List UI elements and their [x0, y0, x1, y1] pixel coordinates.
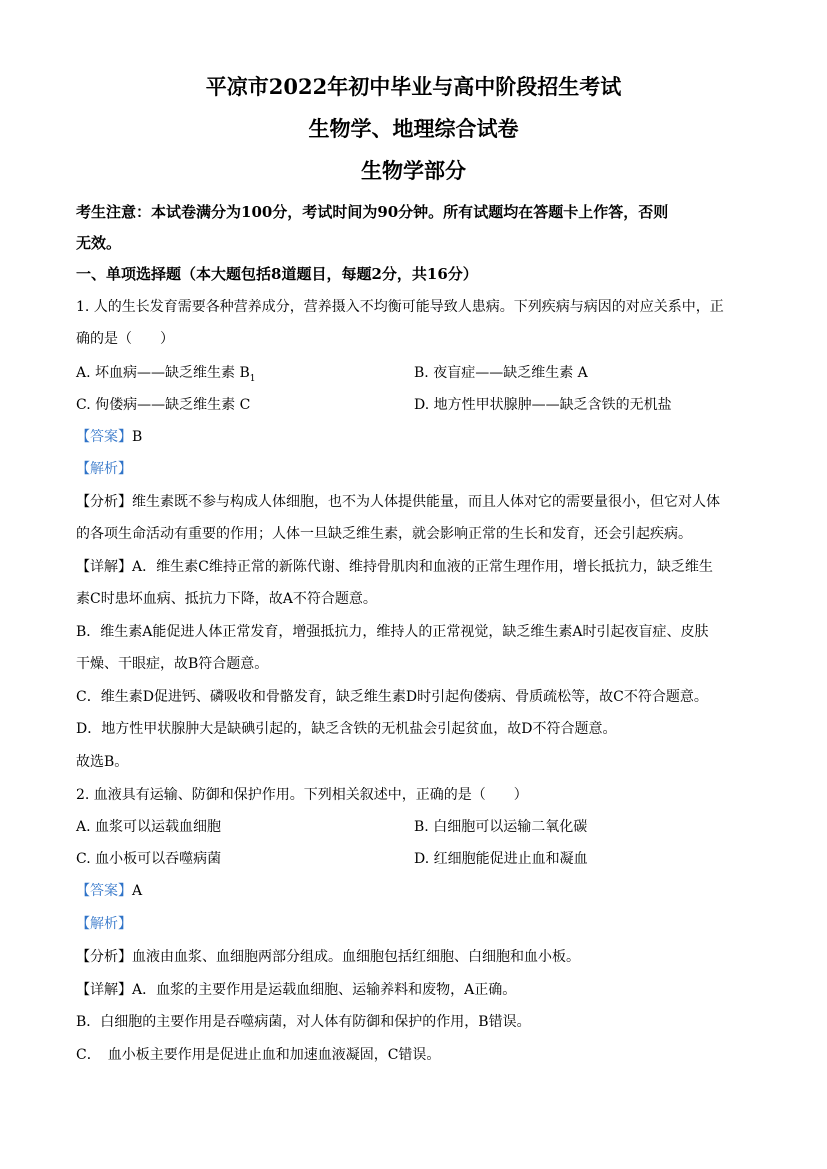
q2-fenxi-line: [76, 948, 756, 966]
q2-option-c: C. 血小板可以吞噬病菌: [76, 851, 222, 867]
q2-option-b: B. 白细胞可以运输二氧化碳: [414, 819, 588, 835]
q1-xiangjie-line-4: 干燥、干眼症，故B符合题意。: [76, 656, 269, 672]
q1-option-c: C. 佝偻病——缺乏维生素 C: [76, 397, 251, 413]
q2-fenxi-text: 血液由血浆、血细胞两部分组成。血细胞包括红细胞、白细胞和血小板。: [132, 949, 580, 965]
q1-xiangjie-line-3: B．维生素A能促进人体正常发育，增强抵抗力，维持人的正常视觉，缺乏维生素A时引起夜盲症、皮肤: [76, 624, 709, 640]
q1-xiangjie-line-2: 素C时患坏血病、抵抗力下降，故A不符合题意。: [76, 591, 377, 607]
q1-conclusion: 故选B。: [76, 754, 129, 770]
q2-stem: 2. 血液具有运输、防御和保护作用。下列相关叙述中，正确的是（ ）: [76, 787, 528, 803]
q2-xiangjie-line-2: B．白细胞的主要作用是吞噬病菌，对人体有防御和保护的作用，B错误。: [76, 1014, 531, 1030]
part-title: 生物学部分: [361, 158, 466, 183]
notice-line-1: 考生注意：本试卷满分为100分，考试时间为90分钟。所有试题均在答题卡上作答，否则: [76, 203, 669, 221]
q1-analysis-tag: 【解析】: [76, 461, 132, 477]
q1-option-b: B. 夜盲症——缺乏维生素 A: [414, 365, 588, 381]
q1-xiangjie-line-5: C．维生素D促进钙、磷吸收和骨骼发育，缺乏维生素D时引起佝偻病、骨质疏松等，故C不符合题意。: [76, 689, 708, 705]
q1-option-a: [76, 364, 255, 388]
q2-xiangjie-text-1: A．血浆的主要作用是运载血细胞、运输养料和废物，A正确。: [132, 982, 517, 998]
q2-fenxi-tag: 【分析】: [76, 949, 132, 965]
q2-xiangjie-line-1: [76, 981, 756, 999]
q2-xiangjie-line-3: C． 血小板主要作用是促进止血和加速血液凝固，C错误。: [76, 1047, 441, 1063]
q1-xiangjie-line-1: [76, 558, 756, 576]
q1-answer: [76, 428, 756, 446]
q1-option-d: D. 地方性甲状腺肿——缺乏含铁的无机盐: [414, 397, 672, 413]
q2-option-a: A. 血浆可以运载血细胞: [76, 819, 222, 835]
q2-analysis-tag: 【解析】: [76, 916, 132, 932]
q1-xiangjie-text-1: A．维生素C维持正常的新陈代谢、维持骨肌肉和血液的正常生理作用，增长抵抗力，缺乏维生: [132, 559, 713, 575]
q1-fenxi-line-1: [76, 493, 756, 511]
q1-answer-tag: 【答案】: [76, 429, 132, 445]
q1-xiangjie-line-6: D．地方性甲状腺肿大是缺碘引起的，缺乏含铁的无机盐会引起贫血，故D不符合题意。: [76, 721, 617, 737]
q2-answer-value: A: [132, 883, 143, 899]
q1-fenxi-tag: 【分析】: [76, 494, 132, 510]
notice-line-2: 无效。: [76, 234, 122, 252]
q1-answer-value: B: [132, 429, 143, 445]
q1-option-a-text: A. 坏血病——缺乏维生素 B: [76, 365, 250, 381]
q2-answer-tag: 【答案】: [76, 883, 132, 899]
q1-option-a-subscript: 1: [249, 373, 256, 384]
q2-xiangjie-tag: 【详解】: [76, 982, 132, 998]
paper-subtitle: 生物学、地理综合试卷: [308, 116, 519, 141]
q2-option-d: D. 红细胞能促进止血和凝血: [414, 851, 588, 867]
q2-answer: [76, 882, 756, 900]
section-heading: 一、单项选择题（本大题包括8道题目，每题2分，共16分）: [76, 265, 478, 283]
q1-stem-line-1: 1. 人的生长发育需要各种营养成分，营养摄入不均衡可能导致人患病。下列疾病与病因的对应关系中，正: [76, 299, 724, 315]
q1-stem-line-2: 确的是（ ）: [76, 331, 174, 347]
q1-fenxi-text-1: 维生素既不参与构成人体细胞，也不为人体提供能量，而且人体对它的需要量很小，但它对人体: [132, 494, 720, 510]
q1-xiangjie-tag: 【详解】: [76, 559, 132, 575]
exam-title: 平凉市2022年初中毕业与高中阶段招生考试: [205, 74, 622, 99]
q1-fenxi-line-2: 的各项生命活动有重要的作用；人体一旦缺乏维生素，就会影响正常的生长和发育，还会引起疾病。: [76, 526, 692, 542]
